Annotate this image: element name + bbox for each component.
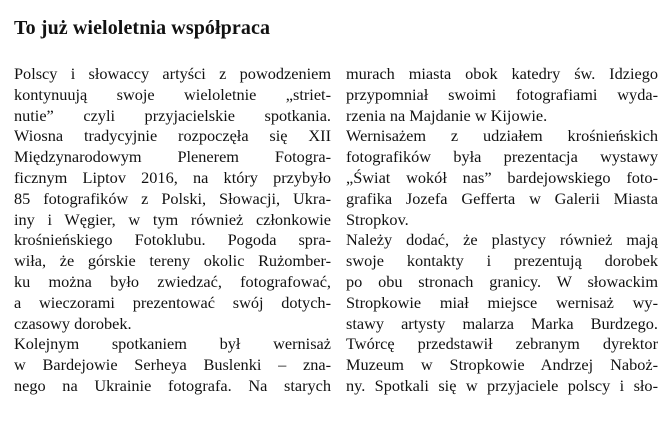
text-line: Wernisażem z udziałem krośnieńskich <box>346 126 658 146</box>
text-line: iny i Węgier, w tym również członkowie <box>14 209 331 229</box>
text-line: krośnieńskiego Fotoklubu. Pogoda spra- <box>14 230 331 250</box>
article-column-left <box>14 64 331 397</box>
text-line: nutie” czyli przyjacielskie spotkania. <box>14 105 331 125</box>
text-line: ku można było zwiedzać, fotografować, <box>14 271 331 291</box>
text-line: czasowy dorobek. <box>14 313 132 333</box>
text-line: murach miasta obok katedry św. Idziego <box>346 64 658 83</box>
text-line: Polscy i słowaccy artyści z powodzeniem <box>14 64 331 83</box>
text-line: stawy artysty malarza Marka Burdzego. <box>346 313 658 333</box>
text-line: Stropkowie miał miejsce wernisaż wy- <box>346 292 658 312</box>
text-line: ny. Spotkali się w przyjaciele polscy i sło- <box>346 375 658 395</box>
text-line: Należy dodać, że plastycy również mają <box>346 230 658 250</box>
text-line: Stropkov. <box>346 209 409 229</box>
text-line: po obu stronach granicy. W słowackim <box>346 271 658 291</box>
text-line: nego na Ukrainie fotografa. Na starych <box>14 375 331 395</box>
text-line: przypomniał swoimi fotografiami wyda- <box>346 84 658 104</box>
text-line: rzenia na Majdanie w Kijowie. <box>346 105 548 125</box>
text-line: kontynuują swoje wieloletnie „striet- <box>14 84 331 104</box>
text-line: a wieczorami prezentować swój dotych- <box>14 292 331 312</box>
text-line: 85 fotografików z Polski, Słowacji, Ukra- <box>14 188 331 208</box>
article-column-right <box>346 64 658 397</box>
text-line: Kolejnym spotkaniem był wernisaż <box>14 334 331 354</box>
text-line: wiła, że górskie tereny okolic Rużomber- <box>14 251 331 271</box>
text-line: swoje kontakty i prezentują dorobek <box>346 251 658 271</box>
text-line: Międzynarodowym Plenerem Fotogra- <box>14 147 331 167</box>
text-line: Muzeum w Stropkowie Andrzej Naboż- <box>346 355 658 375</box>
text-line: fotografików była prezentacja wystawy <box>346 147 658 167</box>
text-line: „Świat wokół nas” bardejowskiego foto- <box>346 167 658 187</box>
text-line: Wiosna tradycyjnie rozpoczęła się XII <box>14 126 331 146</box>
article-headline: To już wieloletnia współpraca <box>14 17 271 39</box>
text-line: ficznym Liptov 2016, na który przybyło <box>14 167 331 187</box>
text-line: grafika Jozefa Gefferta w Galerii Miasta <box>346 188 658 208</box>
text-line: Twórcę przedstawił zebranym dyrektor <box>346 334 658 354</box>
text-line: w Bardejowie Serheya Buslenki – zna- <box>14 355 331 375</box>
